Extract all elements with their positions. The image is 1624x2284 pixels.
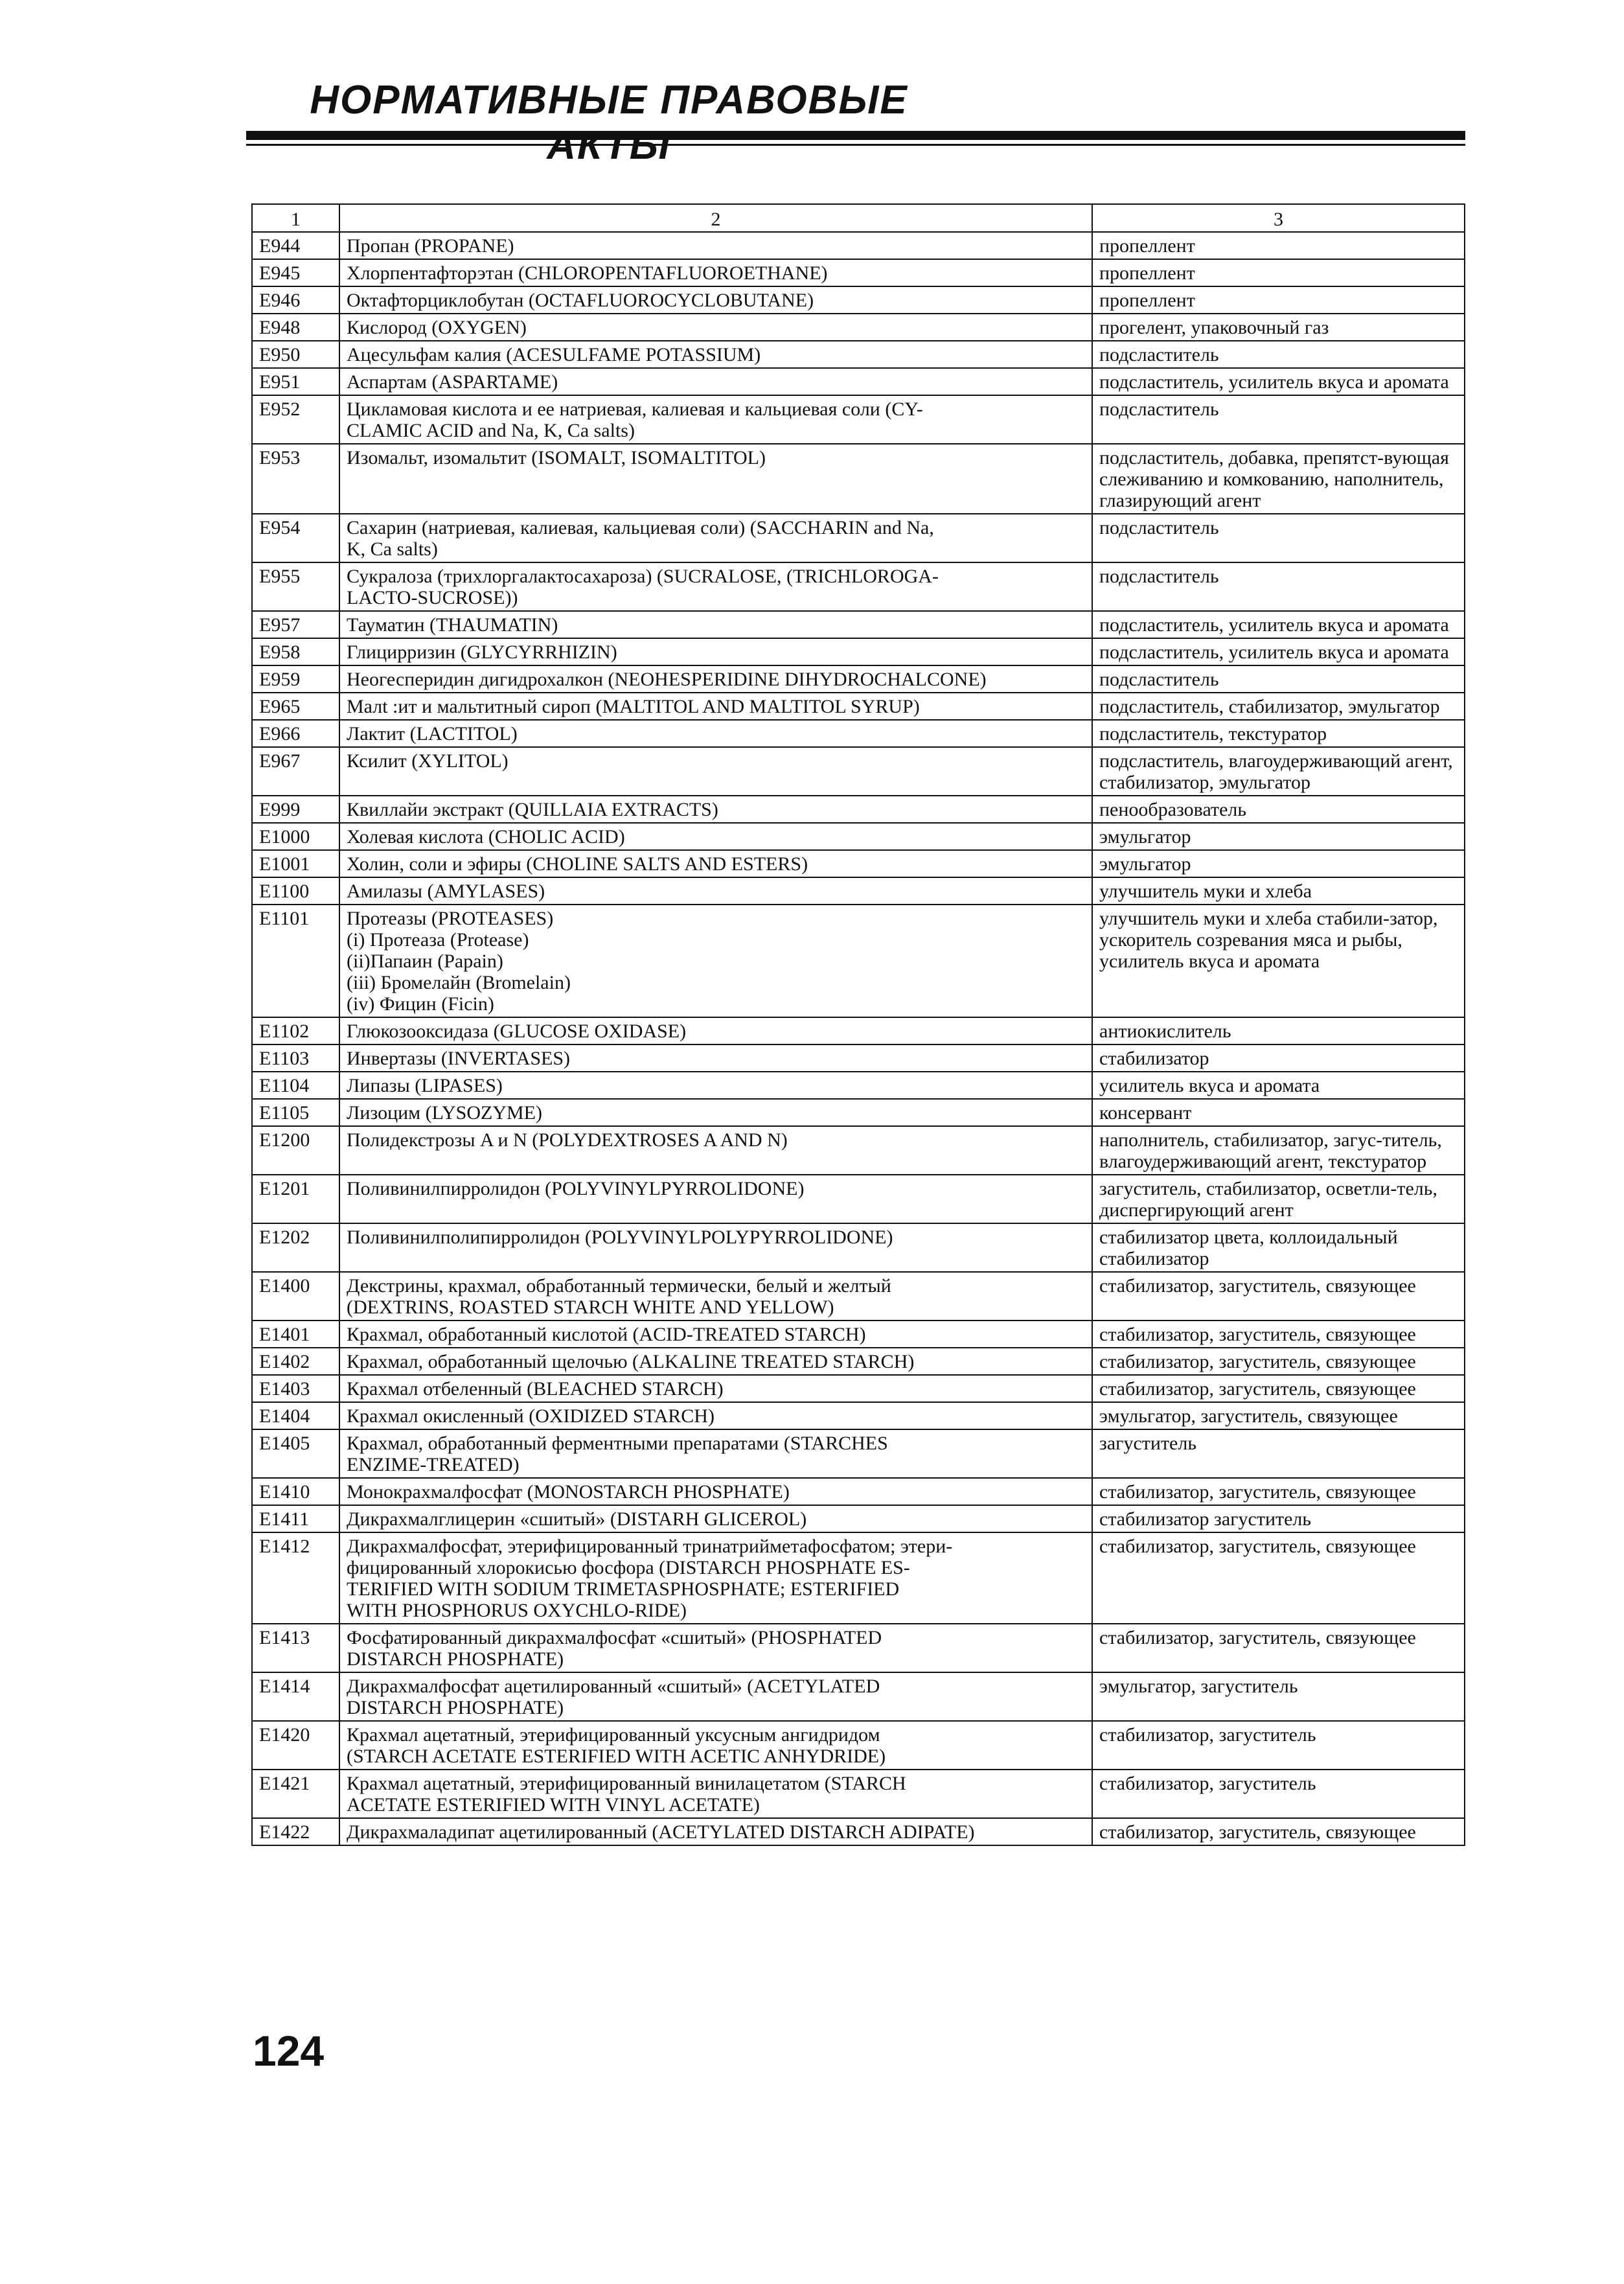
table-row: [252, 1072, 1465, 1099]
additive-name-cell: [339, 232, 1092, 259]
table-row: [252, 1321, 1465, 1348]
additive-name-line: Лизоцим (LYSOZYME): [347, 1102, 542, 1124]
additive-purpose-cell: пенообразователь: [1092, 796, 1465, 823]
additive-name-line: Монокрахмалфосфат (MONOSTARCH PHOSPHATE): [347, 1481, 790, 1503]
additive-name-cell: [339, 1624, 1092, 1672]
additive-code-cell: E1421: [252, 1770, 339, 1818]
additive-name-line: (iii) Бромелайн (Bromelain): [347, 972, 571, 993]
additive-purpose-cell: стабилизатор, загуститель, связующее: [1092, 1478, 1465, 1505]
additive-code-cell: E1102: [252, 1017, 339, 1044]
additive-name-line: (DEXTRINS, ROASTED STARCH WHITE AND YELLOW): [347, 1297, 834, 1318]
header-rule-thin: [246, 144, 1465, 146]
additive-name-line: Хлорпентафторэтан (CHLOROPENTAFLUOROETHANE): [347, 262, 828, 284]
additive-name-line: Дикрахмалфосфат ацетилированный «сшитый» (ACETYLATED: [347, 1676, 880, 1697]
additive-name-cell: [339, 796, 1092, 823]
additive-name-line: (i) Протеаза (Protease): [347, 929, 529, 951]
additive-code-cell: E1103: [252, 1044, 339, 1072]
additive-purpose-cell: подсластитель: [1092, 514, 1465, 562]
table-row: [252, 232, 1465, 259]
additive-name-cell: [339, 1375, 1092, 1402]
additive-purpose-cell: консервант: [1092, 1099, 1465, 1126]
table-row: [252, 395, 1465, 444]
additive-code-cell: E1412: [252, 1532, 339, 1624]
table-row: [252, 693, 1465, 720]
additive-purpose-cell: улучшитель муки и хлеба: [1092, 877, 1465, 905]
additive-purpose-cell: стабилизатор, загуститель, связующее: [1092, 1624, 1465, 1672]
additive-purpose-cell: подсластитель: [1092, 665, 1465, 693]
additive-name-line: Липазы (LIPASES): [347, 1075, 503, 1096]
additive-purpose-cell: подсластитель: [1092, 562, 1465, 611]
additive-name-line: Ацесульфам калия (ACESULFAME POTASSIUM): [347, 344, 761, 365]
additive-name-line: ACETATE ESTERIFIED WITH VINYL ACETATE): [347, 1794, 760, 1816]
additive-purpose-cell: стабилизатор, загуститель, связующее: [1092, 1375, 1465, 1402]
table-row: [252, 1770, 1465, 1818]
additive-code-cell: E965: [252, 693, 339, 720]
table-row: [252, 796, 1465, 823]
additive-purpose-cell: прогелент, упаковочный газ: [1092, 314, 1465, 341]
additive-name-line: Аспартам (ASPARTAME): [347, 371, 558, 393]
additive-name-line: DISTARCH PHOSPHATE): [347, 1648, 564, 1670]
additive-name-cell: [339, 286, 1092, 314]
additive-code-cell: E1105: [252, 1099, 339, 1126]
additive-name-cell: [339, 611, 1092, 638]
additive-code-cell: E952: [252, 395, 339, 444]
additive-purpose-cell: стабилизатор цвета, коллоидальный стабилизатор: [1092, 1223, 1465, 1272]
additive-code-cell: E1405: [252, 1429, 339, 1478]
table-row: [252, 1126, 1465, 1175]
additive-code-cell: E954: [252, 514, 339, 562]
column-header-code: 1: [252, 204, 339, 232]
additive-name-cell: [339, 1348, 1092, 1375]
additive-name-cell: [339, 514, 1092, 562]
additive-name-cell: [339, 395, 1092, 444]
additive-purpose-cell: подсластитель, стабилизатор, эмульгатор: [1092, 693, 1465, 720]
additive-purpose-cell: подсластитель, усилитель вкуса и аромата: [1092, 611, 1465, 638]
table-row: [252, 905, 1465, 1017]
table-row: [252, 1099, 1465, 1126]
table-row: [252, 1223, 1465, 1272]
additive-name-line: Крахмал, обработанный кислотой (ACID-TREATED STARCH): [347, 1324, 866, 1345]
table-row: [252, 1505, 1465, 1532]
additive-purpose-cell: подсластитель: [1092, 395, 1465, 444]
additive-name-line: Инвертазы (INVERTASES): [347, 1048, 571, 1069]
additive-code-cell: E944: [252, 232, 339, 259]
additive-code-cell: E1100: [252, 877, 339, 905]
additive-name-line: Малt :ит и мальтитный сироп (MALTITOL AND MALTITOL SYRUP): [347, 696, 920, 717]
additive-name-line: Неогесперидин дигидрохалкон (NEOHESPERIDINE DIHYDROCHALCONE): [347, 669, 987, 690]
additive-code-cell: E951: [252, 368, 339, 395]
additive-name-cell: [339, 747, 1092, 796]
additive-name-line: Крахмал отбеленный (BLEACHED STARCH): [347, 1378, 724, 1400]
additive-code-cell: E948: [252, 314, 339, 341]
additive-name-cell: [339, 444, 1092, 514]
additive-purpose-cell: стабилизатор, загуститель, связующее: [1092, 1818, 1465, 1845]
additive-name-cell: [339, 1017, 1092, 1044]
additive-name-cell: [339, 259, 1092, 286]
additive-name-line: DISTARCH PHOSPHATE): [347, 1697, 564, 1718]
table-row: [252, 877, 1465, 905]
additives-table: [251, 203, 1465, 1846]
table-row: [252, 286, 1465, 314]
additive-purpose-cell: подсластитель, добавка, препятст-вующая слеживанию и комкованию, наполнитель, глазирующий агент: [1092, 444, 1465, 514]
additive-purpose-cell: стабилизатор, загуститель, связующее: [1092, 1348, 1465, 1375]
table-row: [252, 314, 1465, 341]
additive-code-cell: E959: [252, 665, 339, 693]
additive-code-cell: E1403: [252, 1375, 339, 1402]
additive-code-cell: E1402: [252, 1348, 339, 1375]
additive-name-cell: [339, 1505, 1092, 1532]
additive-name-line: Кислород (OXYGEN): [347, 317, 527, 338]
additive-code-cell: E1413: [252, 1624, 339, 1672]
additive-purpose-cell: подсластитель, влагоудерживающий агент, стабилизатор, эмульгатор: [1092, 747, 1465, 796]
additive-name-cell: [339, 905, 1092, 1017]
additive-name-cell: [339, 1429, 1092, 1478]
additive-name-cell: [339, 1126, 1092, 1175]
table-header-row: [252, 204, 1465, 232]
additive-code-cell: E953: [252, 444, 339, 514]
additive-name-line: Глюкозооксидаза (GLUCOSE OXIDASE): [347, 1021, 687, 1042]
additive-code-cell: E1000: [252, 823, 339, 850]
additive-name-cell: [339, 1272, 1092, 1321]
table-row: [252, 1721, 1465, 1770]
additive-name-line: Фосфатированный дикрахмалфосфат «сшитый» (PHOSPHATED: [347, 1627, 882, 1648]
additive-purpose-cell: пропеллент: [1092, 232, 1465, 259]
additive-code-cell: E1404: [252, 1402, 339, 1429]
additive-name-cell: [339, 850, 1092, 877]
additive-name-line: Декстрины, крахмал, обработанный термически, белый и желтый: [347, 1275, 891, 1297]
additive-name-cell: [339, 1099, 1092, 1126]
additive-name-cell: [339, 1402, 1092, 1429]
additive-name-cell: [339, 823, 1092, 850]
page-number: 124: [253, 2027, 325, 2075]
table-row: [252, 850, 1465, 877]
additive-name-line: Квиллайи экстракт (QUILLAIA EXTRACTS): [347, 799, 718, 820]
additive-code-cell: E1104: [252, 1072, 339, 1099]
additive-name-cell: [339, 341, 1092, 368]
page-header: [0, 78, 1624, 168]
table-row: [252, 1272, 1465, 1321]
table-row: [252, 611, 1465, 638]
table-row: [252, 1375, 1465, 1402]
additive-code-cell: E967: [252, 747, 339, 796]
table-row: [252, 1429, 1465, 1478]
additive-name-cell: [339, 562, 1092, 611]
additive-name-cell: [339, 314, 1092, 341]
additive-code-cell: E945: [252, 259, 339, 286]
additive-name-line: Лактит (LACTITOL): [347, 723, 518, 744]
additive-purpose-cell: улучшитель муки и хлеба стабили-затор, ускоритель созревания мяса и рыбы, усилитель вкуса и аромата: [1092, 905, 1465, 1017]
table-row: [252, 444, 1465, 514]
additive-purpose-cell: стабилизатор, загуститель, связующее: [1092, 1532, 1465, 1624]
additive-name-line: фицированный хлорокисью фосфора (DISTARCH PHOSPHATE ES-: [347, 1557, 910, 1578]
table-row: [252, 720, 1465, 747]
table-row: [252, 1348, 1465, 1375]
additive-name-line: WITH PHOSPHORUS OXYCHLO-RIDE): [347, 1600, 687, 1621]
additive-name-line: Поливинилполипирролидон (POLYVINYLPOLYPYRROLIDONE): [347, 1227, 893, 1248]
additive-code-cell: E957: [252, 611, 339, 638]
additive-code-cell: E1101: [252, 905, 339, 1017]
additive-name-line: ENZIME-TREATED): [347, 1454, 520, 1475]
additives-table-wrapper: [251, 203, 1464, 1846]
table-row: [252, 1175, 1465, 1223]
additive-name-cell: [339, 693, 1092, 720]
additive-name-cell: [339, 1721, 1092, 1770]
table-row: [252, 1402, 1465, 1429]
table-row: [252, 259, 1465, 286]
additive-name-cell: [339, 368, 1092, 395]
table-row: [252, 1017, 1465, 1044]
additive-purpose-cell: усилитель вкуса и аромата: [1092, 1072, 1465, 1099]
column-header-purpose: 3: [1092, 204, 1465, 232]
additive-name-line: Пропан (PROPANE): [347, 235, 514, 257]
additive-code-cell: E999: [252, 796, 339, 823]
additive-code-cell: E958: [252, 638, 339, 665]
additive-code-cell: E1401: [252, 1321, 339, 1348]
table-row: [252, 1624, 1465, 1672]
additive-name-line: Тауматин (THAUMATIN): [347, 614, 558, 636]
additive-purpose-cell: стабилизатор загуститель: [1092, 1505, 1465, 1532]
header-rule-thick: [246, 131, 1465, 140]
additive-name-cell: [339, 877, 1092, 905]
additive-purpose-cell: стабилизатор, загуститель: [1092, 1770, 1465, 1818]
additive-name-line: Протеазы (PROTEASES): [347, 908, 554, 929]
additive-name-cell: [339, 1044, 1092, 1072]
additive-purpose-cell: наполнитель, стабилизатор, загус-титель, влагоудерживающий агент, текстуратор: [1092, 1126, 1465, 1175]
additive-name-line: Крахмал, обработанный щелочью (ALKALINE TREATED STARCH): [347, 1351, 915, 1372]
additive-name-cell: [339, 720, 1092, 747]
additive-name-line: Крахмал ацетатный, этерифицированный винилацетатом (STARCH: [347, 1773, 906, 1794]
additive-code-cell: E1202: [252, 1223, 339, 1272]
additive-code-cell: E1414: [252, 1672, 339, 1721]
additive-name-cell: [339, 1478, 1092, 1505]
additive-name-line: Дикрахмаладипат ацетилированный (ACETYLATED DISTARCH ADIPATE): [347, 1821, 975, 1843]
additive-name-cell: [339, 1532, 1092, 1624]
additive-purpose-cell: эмульгатор: [1092, 850, 1465, 877]
additive-name-line: Сукралоза (трихлоргалактосахароза) (SUCRALOSE, (TRICHLOROGA-: [347, 566, 939, 587]
table-body: [252, 232, 1465, 1845]
table-row: [252, 1818, 1465, 1845]
table-row: [252, 562, 1465, 611]
additive-name-line: K, Ca salts): [347, 538, 438, 560]
additive-purpose-cell: пропеллент: [1092, 286, 1465, 314]
additive-name-line: Амилазы (AMYLASES): [347, 881, 545, 902]
additive-code-cell: E1411: [252, 1505, 339, 1532]
additive-name-line: CLAMIC ACID and Na, K, Ca salts): [347, 420, 635, 441]
additive-purpose-cell: стабилизатор, загуститель, связующее: [1092, 1272, 1465, 1321]
table-row: [252, 368, 1465, 395]
additive-code-cell: E955: [252, 562, 339, 611]
additive-purpose-cell: подсластитель: [1092, 341, 1465, 368]
additive-name-cell: [339, 1321, 1092, 1348]
additive-name-line: Поливинилпирролидон (POLYVINYLPYRROLIDONE): [347, 1178, 805, 1199]
additive-name-line: Крахмал, обработанный ферментными препаратами (STARCHES: [347, 1433, 888, 1454]
additive-name-line: Изомальт, изомальтит (ISOMALT, ISOMALTITOL): [347, 447, 766, 468]
additive-name-line: (ii)Папаин (Papain): [347, 951, 503, 972]
additive-name-line: Ксилит (XYLITOL): [347, 750, 509, 772]
table-row: [252, 341, 1465, 368]
additive-name-line: Полидекстрозы A и N (POLYDEXTROSES A AND N): [347, 1129, 788, 1151]
additive-purpose-cell: загуститель: [1092, 1429, 1465, 1478]
additive-name-line: Цикламовая кислота и ее натриевая, калиевая и кальциевая соли (CY-: [347, 398, 923, 420]
column-header-name: 2: [339, 204, 1092, 232]
table-row: [252, 823, 1465, 850]
additive-purpose-cell: загуститель, стабилизатор, осветли-тель, диспергирующий агент: [1092, 1175, 1465, 1223]
additive-purpose-cell: стабилизатор, загуститель, связующее: [1092, 1321, 1465, 1348]
additive-name-cell: [339, 1818, 1092, 1845]
additive-code-cell: E1201: [252, 1175, 339, 1223]
additive-name-cell: [339, 1175, 1092, 1223]
additive-purpose-cell: подсластитель, усилитель вкуса и аромата: [1092, 368, 1465, 395]
additive-name-line: Сахарин (натриевая, калиевая, кальциевая соли) (SACCHARIN and Na,: [347, 517, 934, 538]
table-row: [252, 747, 1465, 796]
table-row: [252, 514, 1465, 562]
additive-purpose-cell: эмульгатор, загуститель, связующее: [1092, 1402, 1465, 1429]
additive-purpose-cell: эмульгатор: [1092, 823, 1465, 850]
additive-code-cell: E1420: [252, 1721, 339, 1770]
page-title: НОРМАТИВНЫЕ ПРАВОВЫЕ: [310, 78, 908, 122]
additive-purpose-cell: подсластитель, усилитель вкуса и аромата: [1092, 638, 1465, 665]
additive-name-line: TERIFIED WITH SODIUM TRIMETASPHOSPHATE; ESTERIFIED: [347, 1578, 900, 1600]
additive-name-line: Глицирризин (GLYCYRRHIZIN): [347, 641, 617, 663]
additive-purpose-cell: стабилизатор, загуститель: [1092, 1721, 1465, 1770]
additive-name-line: Холевая кислота (CHOLIC ACID): [347, 826, 625, 848]
table-row: [252, 1478, 1465, 1505]
additive-name-cell: [339, 638, 1092, 665]
additive-name-cell: [339, 1223, 1092, 1272]
additive-purpose-cell: пропеллент: [1092, 259, 1465, 286]
additive-name-line: (STARCH ACETATE ESTERIFIED WITH ACETIC ANHYDRIDE): [347, 1746, 886, 1767]
additive-name-cell: [339, 1672, 1092, 1721]
additive-code-cell: E1422: [252, 1818, 339, 1845]
table-row: [252, 665, 1465, 693]
additive-code-cell: E966: [252, 720, 339, 747]
additive-name-cell: [339, 665, 1092, 693]
additive-code-cell: E950: [252, 341, 339, 368]
additive-code-cell: E946: [252, 286, 339, 314]
additive-name-line: Октафторциклобутан (OCTAFLUOROCYCLOBUTANE): [347, 290, 814, 311]
additive-name-cell: [339, 1072, 1092, 1099]
additive-code-cell: E1001: [252, 850, 339, 877]
additive-code-cell: E1200: [252, 1126, 339, 1175]
table-row: [252, 638, 1465, 665]
additive-code-cell: E1410: [252, 1478, 339, 1505]
table-row: [252, 1044, 1465, 1072]
additive-code-cell: E1400: [252, 1272, 339, 1321]
additive-name-line: LACTO-SUCROSE)): [347, 587, 518, 608]
table-row: [252, 1532, 1465, 1624]
additive-name-line: Холин, соли и эфиры (CHOLINE SALTS AND ESTERS): [347, 853, 808, 875]
additive-purpose-cell: подсластитель, текстуратор: [1092, 720, 1465, 747]
additive-name-cell: [339, 1770, 1092, 1818]
additive-purpose-cell: стабилизатор: [1092, 1044, 1465, 1072]
additive-name-line: Дикрахмалглицерин «сшитый» (DISTARH GLICEROL): [347, 1508, 807, 1530]
additive-purpose-cell: антиокислитель: [1092, 1017, 1465, 1044]
additive-name-line: (iv) Фицин (Ficin): [347, 993, 494, 1015]
table-row: [252, 1672, 1465, 1721]
additive-name-line: Крахмал окисленный (OXIDIZED STARCH): [347, 1405, 715, 1427]
additive-name-line: Крахмал ацетатный, этерифицированный уксусным ангидридом: [347, 1724, 880, 1746]
additive-purpose-cell: эмульгатор, загуститель: [1092, 1672, 1465, 1721]
additive-name-line: Дикрахмалфосфат, этерифицированный тринатрийметафосфатом; этери-: [347, 1536, 953, 1557]
